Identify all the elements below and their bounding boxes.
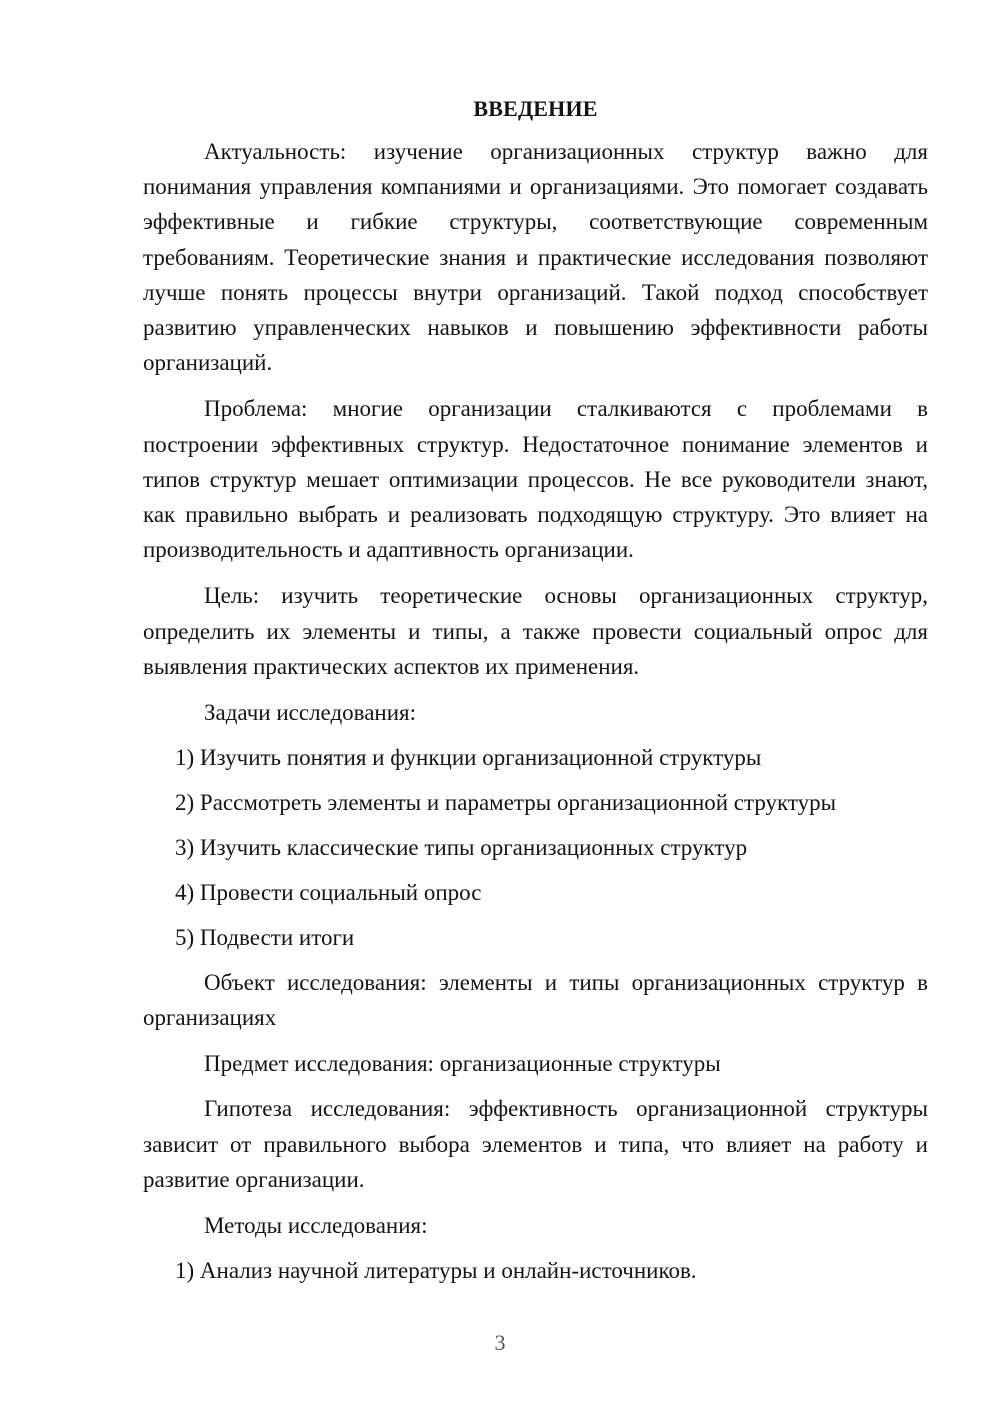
problem-paragraph: Проблема: многие организации сталкиваются с проблемами в построении эффективных структур. Недостаточное понимание элементов и типов структур мешает оптимизации процессов. Не все руководители знают, как правильно выбрать и реализовать подходящую структуру. Это влияет на производительность и адаптивность организации.	[143, 396, 928, 563]
methods-list	[143, 1253, 928, 1288]
hypothesis-paragraph: Гипотеза исследования: эффективность организационной структуры зависит от правильного выбора элементов и типа, что влияет на работу и развитие организации.	[143, 1096, 928, 1192]
task-item: 1) Изучить понятия и функции организационной структуры	[175, 745, 762, 771]
task-item: 2) Рассмотреть элементы и параметры организационной структуры	[175, 790, 837, 816]
page-content	[143, 94, 928, 1298]
subject-paragraph: Предмет исследования: организационные структуры	[204, 1051, 721, 1077]
page-number: 3	[494, 1330, 506, 1355]
tasks-heading: Задачи исследования:	[204, 700, 417, 726]
page-title: ВВЕДЕНИЕ	[473, 96, 598, 121]
methods-heading: Методы исследования:	[204, 1213, 428, 1239]
task-item: 4) Провести социальный опрос	[175, 880, 482, 906]
task-item: 5) Подвести итоги	[175, 925, 355, 951]
object-paragraph: Объект исследования: элементы и типы организационных структур в организациях	[143, 970, 928, 1031]
tasks-list	[143, 740, 928, 955]
task-item: 3) Изучить классические типы организационных структур	[175, 835, 748, 861]
method-item: 1) Анализ научной литературы и онлайн-источников.	[175, 1258, 697, 1284]
goal-paragraph: Цель: изучить теоретические основы организационных структур, определить их элементы и типы, а также провести социальный опрос для выявления практических аспектов их применения.	[143, 583, 928, 679]
relevance-paragraph: Актуальность: изучение организационных структур важно для понимания управления компаниями и организациями. Это помогает создавать эффективные и гибкие структуры, соответствующие современным требованиям. Теоретические знания и практические исследования позволяют лучше понять процессы внутри организаций. Такой подход способствует развитию управленческих навыков и повышению эффективности работы организаций.	[143, 139, 928, 376]
